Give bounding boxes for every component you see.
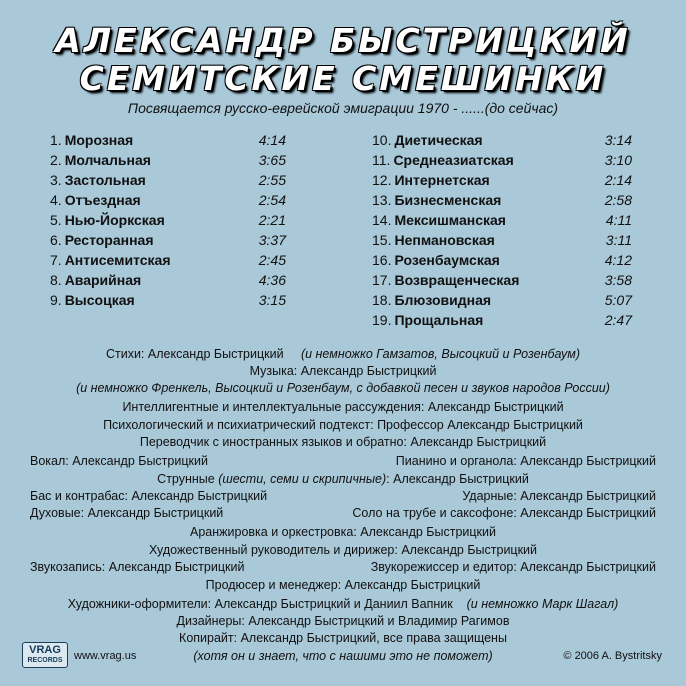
- credit-music: Музыка: Александр Быстрицкий: [249, 364, 437, 378]
- track-name: Прощальная: [394, 312, 484, 328]
- track-number: 15.: [372, 232, 392, 248]
- track-duration: 3:15: [258, 292, 286, 308]
- track-duration: 4:12: [604, 252, 632, 268]
- track-duration: 3:10: [604, 152, 632, 168]
- dedication-subtitle: Посвящается русско-еврейской эмиграции 1970 - ......(до сейчас): [127, 100, 559, 116]
- track-row: [50, 270, 286, 290]
- track-row: [50, 190, 286, 210]
- credit-intellect: Интеллигентные и интеллектуальные рассуждения: Александр Быстрицкий: [122, 400, 564, 414]
- logo-top-text: VRAG: [29, 644, 61, 656]
- track-number: 3.: [50, 172, 62, 188]
- track-row: [372, 130, 632, 150]
- album-artist-title: АЛЕКСАНДР БЫСТРИЦКИЙ: [55, 21, 631, 60]
- credit-music-note-text: (и немножко Френкель, Высоцкий и Розенбаум, с добавкой песен и звуков народов России): [76, 381, 610, 395]
- credit-translator: Переводчик с иностранных языков и обратно: Александр Быстрицкий: [139, 435, 547, 449]
- track-name: Застольная: [64, 172, 146, 188]
- track-name: Антисемитская: [64, 252, 171, 268]
- track-number: 9.: [50, 292, 62, 308]
- track-duration: 3:14: [604, 132, 632, 148]
- credit-lyrics-text: Стихи: Александр Быстрицкий: [105, 347, 284, 361]
- track-number: 17.: [372, 272, 392, 288]
- track-row: [372, 290, 632, 310]
- track-row: [372, 310, 632, 330]
- track-row: [50, 290, 286, 310]
- track-duration: 2:55: [258, 172, 286, 188]
- track-row: [372, 210, 632, 230]
- track-name: Возвращенческая: [394, 272, 520, 288]
- credit-solo: Соло на трубе и саксофоне: Александр Быстрицкий: [352, 506, 656, 520]
- track-row: [372, 250, 632, 270]
- track-number: 10.: [372, 132, 392, 148]
- credit-sound-director: Звукорежиссер и едитор: Александр Быстрицкий: [370, 560, 656, 574]
- credit-artists-text: Художники-оформители: Александр Быстрицкий и Даниил Вапник: [67, 597, 453, 611]
- credit-vocal: Вокал: Александр Быстрицкий: [30, 454, 208, 468]
- track-number: 8.: [50, 272, 62, 288]
- track-duration: 4:11: [605, 212, 632, 228]
- track-row: [50, 150, 286, 170]
- track-duration: 3:11: [605, 232, 632, 248]
- copyright-notice: © 2006 A. Bystritsky: [563, 650, 662, 662]
- track-duration: 3:58: [604, 272, 632, 288]
- track-duration: 2:14: [604, 172, 632, 188]
- track-row: [50, 130, 286, 150]
- track-name: Бизнесменская: [394, 192, 502, 208]
- track-name: Среднеазиатская: [393, 152, 514, 168]
- track-name: Розенбаумская: [394, 252, 500, 268]
- credit-recording: Звукозапись: Александр Быстрицкий: [30, 560, 245, 574]
- credit-music-note: [0, 378, 686, 398]
- credit-arrangement: Аранжировка и оркестровка: Александр Быстрицкий: [190, 525, 496, 539]
- track-number: 7.: [50, 252, 62, 268]
- track-name: Ресторанная: [64, 232, 154, 248]
- track-name: Мексишманская: [394, 212, 506, 228]
- track-name: Молчальная: [64, 152, 151, 168]
- album-title: СЕМИТСКИЕ СМЕШИНКИ: [79, 59, 607, 98]
- credit-copyright-note: (хотя он и знает, что с нашими это не поможет): [193, 649, 493, 663]
- credit-strings-note: (шести, семи и скрипичные): [218, 472, 387, 486]
- track-row: [50, 230, 286, 250]
- credit-brass: Духовые: Александр Быстрицкий: [30, 506, 224, 520]
- track-row: [372, 190, 632, 210]
- credit-director: Художественный руководитель и дирижер: Александр Быстрицкий: [148, 543, 538, 557]
- credit-bass: Бас и контрабас: Александр Быстрицкий: [30, 489, 268, 503]
- track-duration: 2:47: [604, 312, 632, 328]
- track-name: Диетическая: [394, 132, 483, 148]
- credit-designers: Дизайнеры: Александр Быстрицкий и Владимир Рагимов: [176, 614, 510, 628]
- credit-strings-label: Струнные: [157, 472, 219, 486]
- credit-producer: Продюсер и менеджер: Александр Быстрицкий: [205, 578, 481, 592]
- track-row: [372, 170, 632, 190]
- track-duration: 2:45: [258, 252, 286, 268]
- credit-row-vocal-piano: [0, 451, 686, 471]
- track-number: 1.: [50, 132, 62, 148]
- track-number: 14.: [372, 212, 392, 228]
- track-row: [372, 270, 632, 290]
- track-number: 5.: [50, 212, 62, 228]
- credit-psych: Психологический и психиатрический подтекст: Профессор Александр Быстрицкий: [103, 418, 583, 432]
- track-name: Блюзовидная: [394, 292, 492, 308]
- credit-lyrics-note: (и немножко Гамзатов, Высоцкий и Розенбаум): [300, 347, 581, 361]
- website-url[interactable]: www.vrag.us: [74, 650, 137, 662]
- track-duration: 3:65: [258, 152, 286, 168]
- track-number: 18.: [372, 292, 392, 308]
- track-row: [50, 210, 286, 230]
- track-number: 2.: [50, 152, 62, 168]
- track-number: 4.: [50, 192, 62, 208]
- credit-row-brass-solo: [0, 503, 686, 523]
- track-row: [372, 230, 632, 250]
- track-number: 19.: [372, 312, 392, 328]
- track-duration: 4:36: [258, 272, 286, 288]
- credit-strings-name: : Александр Быстрицкий: [386, 472, 529, 486]
- track-name: Высоцкая: [64, 292, 135, 308]
- track-name: Аварийная: [64, 272, 142, 288]
- track-name: Отъездная: [64, 192, 141, 208]
- track-row: [372, 150, 632, 170]
- logo-bottom-text: RECORDS: [27, 657, 63, 664]
- credit-row-recording: [0, 557, 686, 577]
- track-duration: 4:14: [258, 132, 286, 148]
- track-name: Морозная: [64, 132, 134, 148]
- credit-copyright: Копирайт: Александр Быстрицкий, все права защищены: [179, 631, 507, 645]
- track-duration: 2:54: [258, 192, 286, 208]
- track-number: 13.: [372, 192, 392, 208]
- tracklist-left: [50, 130, 286, 310]
- credit-artists-note: (и немножко Марк Шагал): [466, 597, 619, 611]
- credit-piano: Пианино и органола: Александр Быстрицкий: [395, 454, 656, 468]
- track-row: [50, 250, 286, 270]
- track-number: 6.: [50, 232, 62, 248]
- track-duration: 3:37: [258, 232, 286, 248]
- track-duration: 2:21: [258, 212, 286, 228]
- track-duration: 2:58: [604, 192, 632, 208]
- credit-drums: Ударные: Александр Быстрицкий: [462, 489, 656, 503]
- track-number: 16.: [372, 252, 392, 268]
- tracklist-right: [372, 130, 632, 330]
- track-number: 11.: [372, 152, 391, 168]
- track-name: Нью-Йоркская: [64, 212, 165, 228]
- track-row: [50, 170, 286, 190]
- track-duration: 5:07: [604, 292, 632, 308]
- track-name: Непмановская: [394, 232, 495, 248]
- track-number: 12.: [372, 172, 392, 188]
- track-name: Интернетская: [394, 172, 490, 188]
